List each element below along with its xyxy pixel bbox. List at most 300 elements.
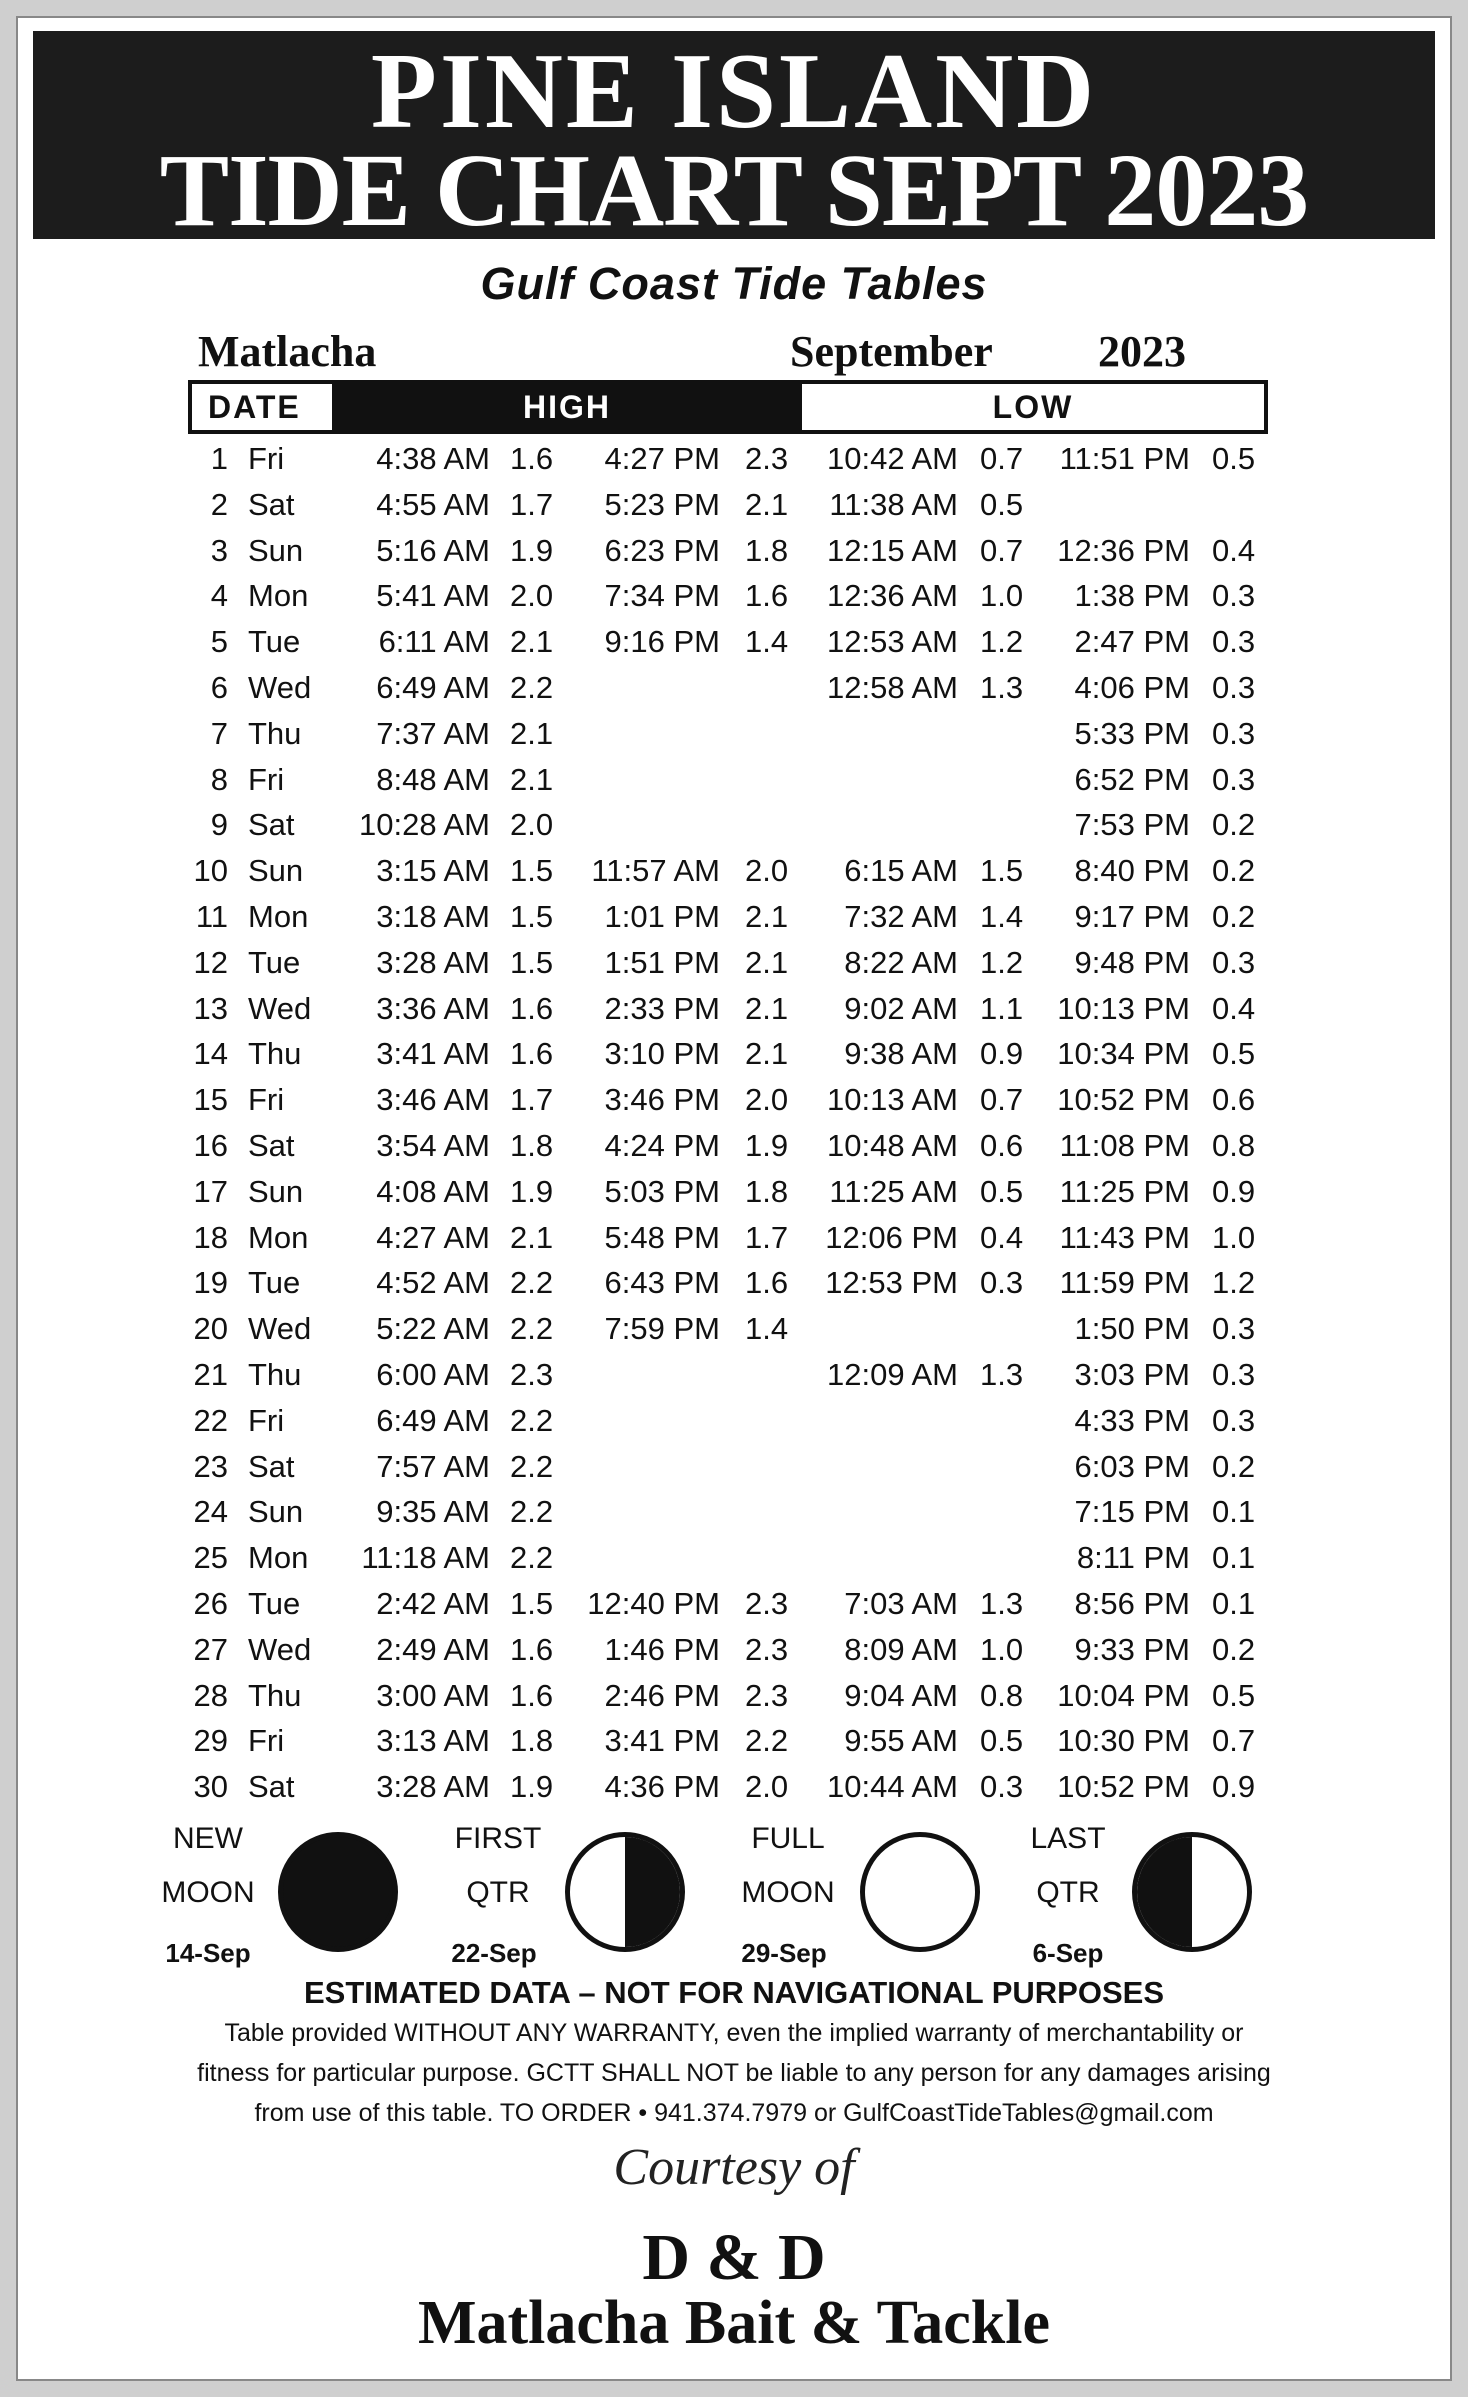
low-2-time: 8:11 PM <box>1076 1540 1190 1576</box>
low-2-height: 0.1 <box>1212 1585 1256 1621</box>
table-row <box>0 436 1468 482</box>
high-1-time: 5:16 AM <box>376 532 490 568</box>
day-number: 27 <box>193 1631 228 1667</box>
weekday: Fri <box>248 1402 285 1438</box>
low-2-height: 1.0 <box>1212 1219 1256 1255</box>
high-1-height: 1.5 <box>510 944 554 980</box>
low-1-time: 12:36 AM <box>827 578 958 614</box>
day-number: 26 <box>193 1585 228 1621</box>
day-number: 24 <box>193 1494 228 1530</box>
low-2-time: 10:52 PM <box>1057 1082 1190 1118</box>
high-1-height: 1.5 <box>510 1585 554 1621</box>
high-1-time: 5:22 AM <box>376 1311 490 1347</box>
low-2-time: 10:34 PM <box>1057 1036 1190 1072</box>
low-2-time: 7:53 PM <box>1074 807 1190 843</box>
low-2-height: 0.2 <box>1212 898 1256 934</box>
high-2-height: 2.1 <box>745 944 789 980</box>
moon-last-date: 6-Sep <box>1032 1938 1104 1968</box>
full-moon-icon <box>860 1832 980 1952</box>
weekday: Fri <box>248 1723 285 1759</box>
weekday: Wed <box>248 990 312 1026</box>
high-2-time: 2:33 PM <box>604 990 720 1026</box>
low-1-time: 6:15 AM <box>844 853 958 889</box>
weekday: Mon <box>248 898 309 934</box>
low-1-time: 10:44 AM <box>827 1769 958 1805</box>
low-1-height: 1.3 <box>980 1356 1024 1392</box>
table-row <box>0 711 1468 757</box>
weekday: Sun <box>248 532 304 568</box>
low-1-time: 10:13 AM <box>827 1082 958 1118</box>
weekday: Tue <box>248 1265 301 1301</box>
title-banner <box>33 31 1435 248</box>
low-2-time: 11:43 PM <box>1059 1219 1190 1255</box>
high-2-height: 2.3 <box>745 1631 789 1667</box>
low-2-time: 1:38 PM <box>1074 578 1190 614</box>
table-row <box>0 940 1468 986</box>
moon-full-date: 29-Sep <box>741 1938 827 1968</box>
high-1-height: 2.2 <box>510 1494 554 1530</box>
moon-full-label-1: FULL <box>751 1822 825 1855</box>
day-number: 19 <box>193 1265 228 1301</box>
low-1-time: 9:02 AM <box>844 990 958 1026</box>
high-1-height: 2.0 <box>510 807 554 843</box>
high-1-time: 3:36 AM <box>376 990 490 1026</box>
low-1-height: 0.7 <box>980 441 1024 476</box>
high-1-height: 2.1 <box>510 715 554 751</box>
table-row <box>0 802 1468 848</box>
low-1-height: 1.2 <box>980 944 1024 980</box>
low-1-height: 1.1 <box>980 990 1024 1026</box>
low-2-time: 11:59 PM <box>1059 1265 1190 1301</box>
disclaimer <box>0 1975 1468 2131</box>
low-2-time: 7:15 PM <box>1074 1494 1190 1530</box>
high-2-time: 2:46 PM <box>604 1677 720 1713</box>
day-number: 20 <box>193 1311 228 1347</box>
low-2-height: 0.3 <box>1212 944 1256 980</box>
high-1-time: 4:27 AM <box>376 1219 490 1255</box>
low-1-time: 12:58 AM <box>827 669 958 705</box>
low-2-time: 10:52 PM <box>1057 1769 1190 1805</box>
high-2-time: 7:59 PM <box>604 1311 720 1347</box>
high-2-height: 1.4 <box>745 1311 789 1347</box>
low-2-time: 6:52 PM <box>1074 761 1190 797</box>
moon-new-label-2: MOON <box>161 1876 255 1909</box>
high-1-time: 9:35 AM <box>376 1494 490 1530</box>
low-2-height: 0.2 <box>1212 1448 1256 1484</box>
high-1-time: 7:57 AM <box>376 1448 490 1484</box>
high-1-height: 1.6 <box>510 1631 554 1667</box>
low-2-time: 12:36 PM <box>1057 532 1190 568</box>
high-1-time: 5:41 AM <box>376 578 490 614</box>
low-1-height: 1.4 <box>980 898 1024 934</box>
day-number: 29 <box>193 1723 228 1759</box>
high-2-time: 3:41 PM <box>604 1723 720 1759</box>
low-1-height: 0.5 <box>980 1173 1024 1209</box>
high-1-height: 2.0 <box>510 578 554 614</box>
title-line-2: TIDE CHART SEPT 2023 <box>159 133 1309 248</box>
low-2-time: 11:08 PM <box>1059 1127 1190 1163</box>
high-1-time: 6:00 AM <box>376 1356 490 1392</box>
weekday: Wed <box>248 669 312 705</box>
weekday: Sun <box>248 853 304 889</box>
low-2-time: 11:51 PM <box>1059 441 1190 476</box>
low-1-height: 0.3 <box>980 1769 1024 1805</box>
low-2-time: 8:56 PM <box>1074 1585 1190 1621</box>
low-2-height: 0.4 <box>1212 990 1256 1026</box>
high-1-time: 4:08 AM <box>376 1173 490 1209</box>
high-1-height: 2.3 <box>510 1356 554 1392</box>
low-1-height: 0.4 <box>980 1219 1024 1255</box>
low-2-height: 1.2 <box>1212 1265 1256 1301</box>
low-1-height: 1.5 <box>980 853 1024 889</box>
low-1-time: 7:32 AM <box>844 898 958 934</box>
high-2-time: 6:23 PM <box>604 532 720 568</box>
moon-last-label-1: LAST <box>1030 1822 1106 1855</box>
moon-first-label-2: QTR <box>466 1876 530 1909</box>
high-1-time: 8:48 AM <box>376 761 490 797</box>
weekday: Sat <box>248 1448 295 1484</box>
high-2-time: 5:03 PM <box>604 1173 720 1209</box>
low-2-height: 0.1 <box>1212 1540 1256 1576</box>
low-1-height: 0.7 <box>980 1082 1024 1118</box>
high-1-time: 4:55 AM <box>376 486 490 522</box>
moon-first-date: 22-Sep <box>451 1938 537 1968</box>
day-number: 17 <box>193 1173 228 1209</box>
table-row <box>0 573 1468 619</box>
high-1-height: 2.2 <box>510 1540 554 1576</box>
high-2-height: 2.3 <box>745 1677 789 1713</box>
low-2-time: 3:03 PM <box>1074 1356 1190 1392</box>
header-high: HIGH <box>332 384 802 430</box>
weekday: Thu <box>248 1677 302 1713</box>
high-1-height: 1.7 <box>510 1082 554 1118</box>
table-row <box>0 1260 1468 1306</box>
low-1-time: 10:48 AM <box>827 1127 958 1163</box>
low-2-time: 10:13 PM <box>1057 990 1190 1026</box>
weekday: Fri <box>248 441 285 476</box>
high-2-height: 2.2 <box>745 1723 789 1759</box>
table-row <box>0 482 1468 528</box>
table-row <box>0 528 1468 574</box>
disclaimer-title: ESTIMATED DATA – NOT FOR NAVIGATIONAL PURPOSES <box>304 1975 1164 2010</box>
low-2-height: 0.8 <box>1212 1127 1256 1163</box>
year-label: 2023 <box>1098 327 1186 376</box>
high-1-time: 3:46 AM <box>376 1082 490 1118</box>
table-row <box>0 1673 1468 1719</box>
moon-new-label-1: NEW <box>173 1822 243 1855</box>
low-1-time: 7:03 AM <box>844 1585 958 1621</box>
low-2-height: 0.3 <box>1212 1311 1256 1347</box>
high-1-height: 2.2 <box>510 1311 554 1347</box>
high-1-height: 1.9 <box>510 532 554 568</box>
high-2-time: 12:40 PM <box>587 1585 720 1621</box>
high-2-height: 2.1 <box>745 898 789 934</box>
day-number: 30 <box>193 1769 228 1805</box>
table-row <box>0 1444 1468 1490</box>
day-number: 4 <box>210 578 228 614</box>
courtesy-text: Courtesy of <box>613 2139 855 2196</box>
high-2-height: 2.0 <box>745 1769 789 1805</box>
first-quarter-moon-icon <box>565 1832 685 1952</box>
day-number: 8 <box>210 761 228 797</box>
table-row <box>0 1627 1468 1673</box>
low-2-time: 4:33 PM <box>1074 1402 1190 1438</box>
low-2-height: 0.6 <box>1212 1082 1256 1118</box>
high-1-height: 1.6 <box>510 990 554 1026</box>
high-1-time: 10:28 AM <box>359 807 490 843</box>
weekday: Mon <box>248 578 309 614</box>
low-2-time: 4:06 PM <box>1074 669 1190 705</box>
table-row <box>0 1031 1468 1077</box>
table-row <box>0 619 1468 665</box>
high-2-time: 3:10 PM <box>604 1036 720 1072</box>
low-1-time: 12:15 AM <box>827 532 958 568</box>
high-1-time: 3:13 AM <box>376 1723 490 1759</box>
day-number: 13 <box>193 990 228 1026</box>
low-1-time: 12:09 AM <box>827 1356 958 1392</box>
low-2-height: 0.3 <box>1212 761 1256 797</box>
high-1-height: 1.7 <box>510 486 554 522</box>
low-2-time: 11:25 PM <box>1059 1173 1190 1209</box>
low-2-time: 9:48 PM <box>1074 944 1190 980</box>
low-2-height: 0.4 <box>1212 532 1256 568</box>
low-2-height: 0.2 <box>1212 1631 1256 1667</box>
high-1-time: 7:37 AM <box>376 715 490 751</box>
low-1-time: 12:06 PM <box>825 1219 958 1255</box>
high-1-height: 1.6 <box>510 441 554 476</box>
table-row <box>0 1352 1468 1398</box>
weekday: Thu <box>248 1036 302 1072</box>
moon-phases <box>0 1820 1468 1980</box>
weekday: Mon <box>248 1540 309 1576</box>
high-2-height: 2.0 <box>745 1082 789 1118</box>
high-1-time: 4:38 AM <box>376 441 490 476</box>
low-2-time: 9:33 PM <box>1074 1631 1190 1667</box>
day-number: 21 <box>193 1356 228 1392</box>
high-2-height: 2.1 <box>745 486 789 522</box>
weekday: Sat <box>248 1127 295 1163</box>
high-1-height: 1.8 <box>510 1723 554 1759</box>
day-number: 3 <box>210 532 228 568</box>
table-publisher: Gulf Coast Tide Tables <box>480 258 988 309</box>
low-1-height: 0.6 <box>980 1127 1024 1163</box>
table-row <box>0 665 1468 711</box>
high-2-height: 1.6 <box>745 578 789 614</box>
weekday: Tue <box>248 1585 301 1621</box>
day-number: 6 <box>210 669 228 705</box>
high-2-time: 11:57 AM <box>591 853 720 889</box>
weekday: Sun <box>248 1173 304 1209</box>
high-2-time: 4:24 PM <box>604 1127 720 1163</box>
last-quarter-moon-icon <box>1132 1832 1252 1952</box>
low-2-height: 0.3 <box>1212 578 1256 614</box>
low-2-time: 10:04 PM <box>1057 1677 1190 1713</box>
high-1-time: 11:18 AM <box>361 1540 490 1576</box>
high-1-time: 3:54 AM <box>376 1127 490 1163</box>
low-1-height: 0.9 <box>980 1036 1024 1072</box>
weekday: Fri <box>248 761 285 797</box>
high-2-height: 1.4 <box>745 624 789 660</box>
title-line-1: PINE ISLAND <box>370 32 1098 151</box>
low-2-time: 6:03 PM <box>1074 1448 1190 1484</box>
high-1-time: 3:28 AM <box>376 944 490 980</box>
sponsor-shop: Matlacha Bait & Tackle <box>417 2289 1051 2357</box>
disclaimer-line-2: fitness for particular purpose. GCTT SHALL NOT be liable to any person for any damages arising <box>197 2059 1271 2087</box>
day-number: 16 <box>193 1127 228 1163</box>
high-1-height: 2.2 <box>510 1265 554 1301</box>
high-2-time: 4:36 PM <box>604 1769 720 1805</box>
low-1-height: 0.8 <box>980 1677 1024 1713</box>
high-1-height: 2.1 <box>510 1219 554 1255</box>
high-1-height: 2.2 <box>510 669 554 705</box>
high-2-height: 1.6 <box>745 1265 789 1301</box>
location-name: Matlacha <box>198 327 377 376</box>
high-1-height: 1.6 <box>510 1677 554 1713</box>
low-2-height: 0.7 <box>1212 1723 1256 1759</box>
high-1-height: 1.5 <box>510 898 554 934</box>
table-row <box>0 1169 1468 1215</box>
high-2-height: 1.8 <box>745 1173 789 1209</box>
header-date: DATE <box>192 384 332 430</box>
low-1-time: 11:25 AM <box>829 1173 958 1209</box>
high-2-time: 1:51 PM <box>604 944 720 980</box>
high-1-time: 3:18 AM <box>376 898 490 934</box>
moon-last-label-2: QTR <box>1036 1876 1100 1909</box>
high-2-height: 2.1 <box>745 990 789 1026</box>
table-row <box>0 1123 1468 1169</box>
low-1-time: 10:42 AM <box>827 441 958 476</box>
low-2-height: 0.1 <box>1212 1494 1256 1530</box>
low-2-height: 0.9 <box>1212 1173 1256 1209</box>
sponsor-name: D & D <box>642 2221 826 2294</box>
table-row <box>0 1077 1468 1123</box>
month-label: September <box>790 327 993 376</box>
low-1-height: 0.5 <box>980 1723 1024 1759</box>
high-1-time: 3:28 AM <box>376 1769 490 1805</box>
low-2-time: 10:30 PM <box>1057 1723 1190 1759</box>
low-2-time: 8:40 PM <box>1074 853 1190 889</box>
high-1-height: 1.6 <box>510 1036 554 1072</box>
day-number: 23 <box>193 1448 228 1484</box>
low-1-height: 1.2 <box>980 624 1024 660</box>
day-number: 5 <box>210 624 228 660</box>
high-2-time: 7:34 PM <box>604 578 720 614</box>
header-low: LOW <box>802 384 1264 430</box>
high-1-height: 1.9 <box>510 1769 554 1805</box>
day-number: 22 <box>193 1402 228 1438</box>
low-1-height: 1.3 <box>980 669 1024 705</box>
table-row <box>0 1535 1468 1581</box>
low-1-height: 0.3 <box>980 1265 1024 1301</box>
tide-table-body <box>0 436 1468 1810</box>
high-2-height: 1.7 <box>745 1219 789 1255</box>
low-2-time: 1:50 PM <box>1074 1311 1190 1347</box>
day-number: 15 <box>193 1082 228 1118</box>
day-number: 1 <box>210 441 228 476</box>
high-2-time: 1:46 PM <box>604 1631 720 1667</box>
moon-full-label-2: MOON <box>741 1876 835 1909</box>
day-number: 2 <box>210 486 228 522</box>
low-2-height: 0.5 <box>1212 1036 1256 1072</box>
high-2-time: 3:46 PM <box>604 1082 720 1118</box>
high-2-height: 2.3 <box>745 1585 789 1621</box>
weekday: Tue <box>248 944 301 980</box>
table-row <box>0 894 1468 940</box>
high-2-height: 1.9 <box>745 1127 789 1163</box>
new-moon-icon <box>278 1832 398 1952</box>
low-1-time: 8:22 AM <box>844 944 958 980</box>
low-2-height: 0.9 <box>1212 1769 1256 1805</box>
low-1-time: 8:09 AM <box>844 1631 958 1667</box>
low-2-height: 0.3 <box>1212 624 1256 660</box>
low-1-height: 1.0 <box>980 1631 1024 1667</box>
low-2-height: 0.3 <box>1212 715 1256 751</box>
table-row <box>0 757 1468 803</box>
low-1-height: 0.7 <box>980 532 1024 568</box>
table-row <box>0 986 1468 1032</box>
table-row <box>0 1215 1468 1261</box>
day-number: 9 <box>210 807 228 843</box>
day-number: 12 <box>193 944 228 980</box>
weekday: Wed <box>248 1311 312 1347</box>
weekday: Wed <box>248 1631 312 1667</box>
high-1-height: 2.1 <box>510 624 554 660</box>
weekday: Tue <box>248 624 301 660</box>
high-1-height: 1.8 <box>510 1127 554 1163</box>
high-1-height: 1.9 <box>510 1173 554 1209</box>
high-2-height: 2.3 <box>745 441 789 476</box>
table-row <box>0 848 1468 894</box>
high-2-time: 6:43 PM <box>604 1265 720 1301</box>
high-2-height: 2.0 <box>745 853 789 889</box>
day-number: 11 <box>195 898 228 934</box>
day-number: 28 <box>193 1677 228 1713</box>
high-1-time: 3:15 AM <box>376 853 490 889</box>
high-1-time: 3:00 AM <box>376 1677 490 1713</box>
high-2-time: 4:27 PM <box>604 441 720 476</box>
high-2-time: 5:23 PM <box>604 486 720 522</box>
day-number: 14 <box>193 1036 228 1072</box>
weekday: Sun <box>248 1494 304 1530</box>
high-1-time: 4:52 AM <box>376 1265 490 1301</box>
high-1-time: 2:42 AM <box>376 1585 490 1621</box>
disclaimer-line-1: Table provided WITHOUT ANY WARRANTY, even the implied warranty of merchantability or <box>224 2019 1244 2047</box>
high-2-height: 2.1 <box>745 1036 789 1072</box>
weekday: Sat <box>248 807 295 843</box>
weekday: Fri <box>248 1082 285 1118</box>
high-1-height: 2.1 <box>510 761 554 797</box>
low-2-height: 0.3 <box>1212 669 1256 705</box>
table-row <box>0 1581 1468 1627</box>
moon-new-date: 14-Sep <box>165 1938 251 1968</box>
table-row <box>0 1718 1468 1764</box>
table-row <box>0 1764 1468 1810</box>
weekday: Sat <box>248 486 295 522</box>
low-2-height: 0.3 <box>1212 1356 1256 1392</box>
low-1-time: 12:53 PM <box>825 1265 958 1301</box>
high-1-time: 6:49 AM <box>376 669 490 705</box>
high-1-time: 2:49 AM <box>376 1631 490 1667</box>
day-number: 7 <box>210 715 228 751</box>
low-1-time: 9:55 AM <box>844 1723 958 1759</box>
high-2-height: 1.8 <box>745 532 789 568</box>
table-row <box>0 1398 1468 1444</box>
low-2-height: 0.2 <box>1212 853 1256 889</box>
low-2-height: 0.2 <box>1212 807 1256 843</box>
low-1-time: 12:53 AM <box>827 624 958 660</box>
high-1-time: 3:41 AM <box>376 1036 490 1072</box>
low-2-height: 0.3 <box>1212 1402 1256 1438</box>
